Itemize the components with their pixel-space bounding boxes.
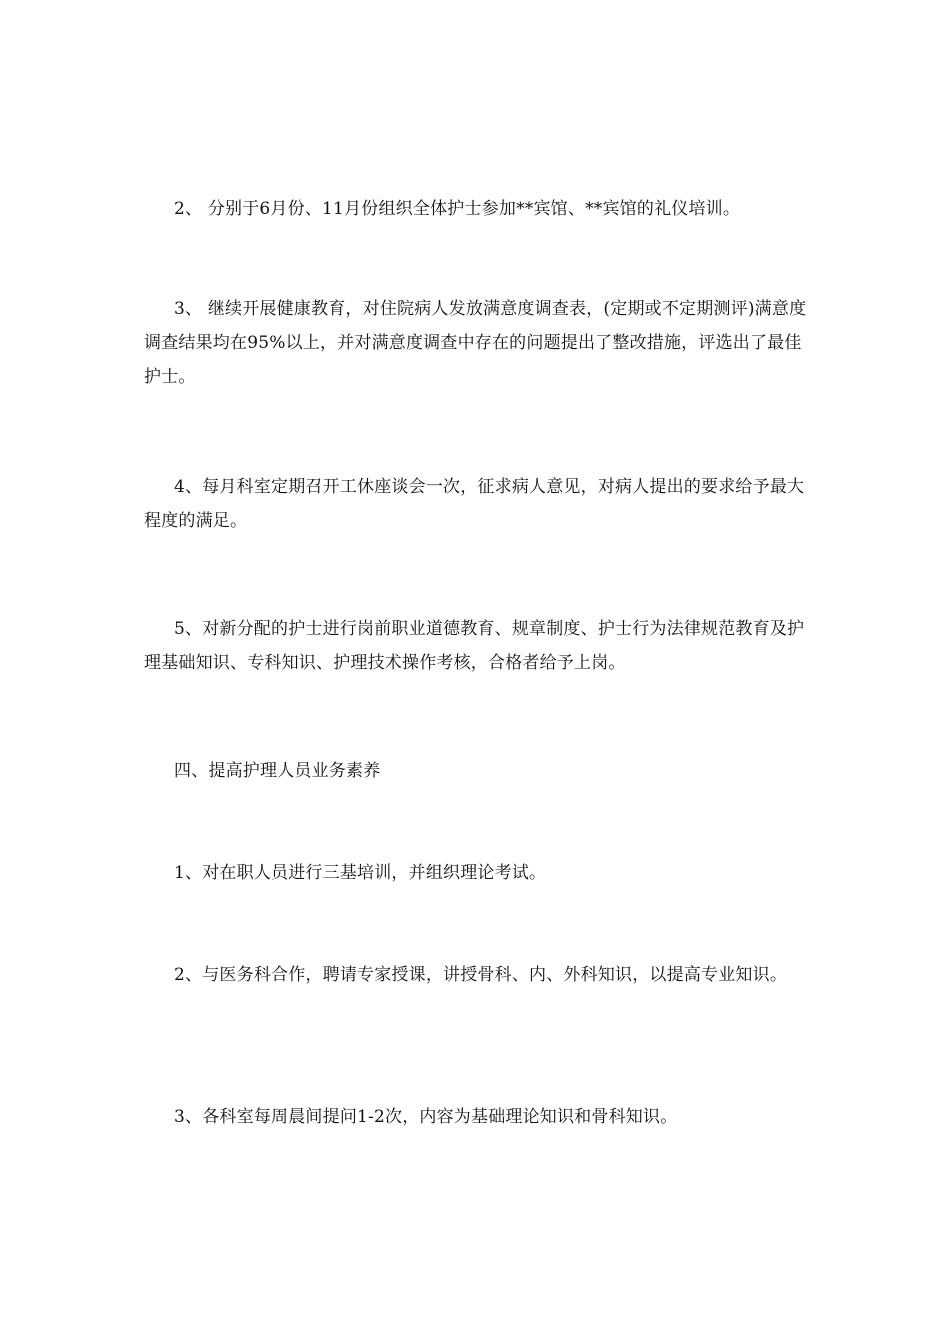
paragraph-patient-forum: 4、每月科室定期召开工休座谈会一次，征求病人意见，对病人提出的要求给予最大程度的满足。 bbox=[144, 477, 805, 531]
section-heading-professional-quality: 四、提高护理人员业务素养 bbox=[174, 761, 381, 781]
paragraph-three-basics-training: 1、对在职人员进行三基培训，并组织理论考试。 bbox=[174, 863, 547, 883]
paragraph-morning-questions: 3、各科室每周晨间提问1-2次，内容为基础理论知识和骨科知识。 bbox=[174, 1107, 678, 1127]
paragraph-health-education: 3、 继续开展健康教育，对住院病人发放满意度调查表，(定期或不定期测评)满意度调查结果均在95%以上，并对满意度调查中存在的问题提出了整改措施，评选出了最佳护士。 bbox=[144, 299, 807, 387]
paragraph-new-nurse-training: 5、对新分配的护士进行岗前职业道德教育、规章制度、护士行为法律规范教育及护理基础知识、专科知识、护理技术操作考核，合格者给予上岗。 bbox=[144, 619, 805, 673]
paragraph-etiquette-training: 2、 分别于6月份、11月份组织全体护士参加**宾馆、**宾馆的礼仪培训。 bbox=[174, 199, 741, 219]
paragraph-expert-lectures: 2、与医务科合作，聘请专家授课，讲授骨科、内、外科知识，以提高专业知识。 bbox=[174, 965, 788, 985]
